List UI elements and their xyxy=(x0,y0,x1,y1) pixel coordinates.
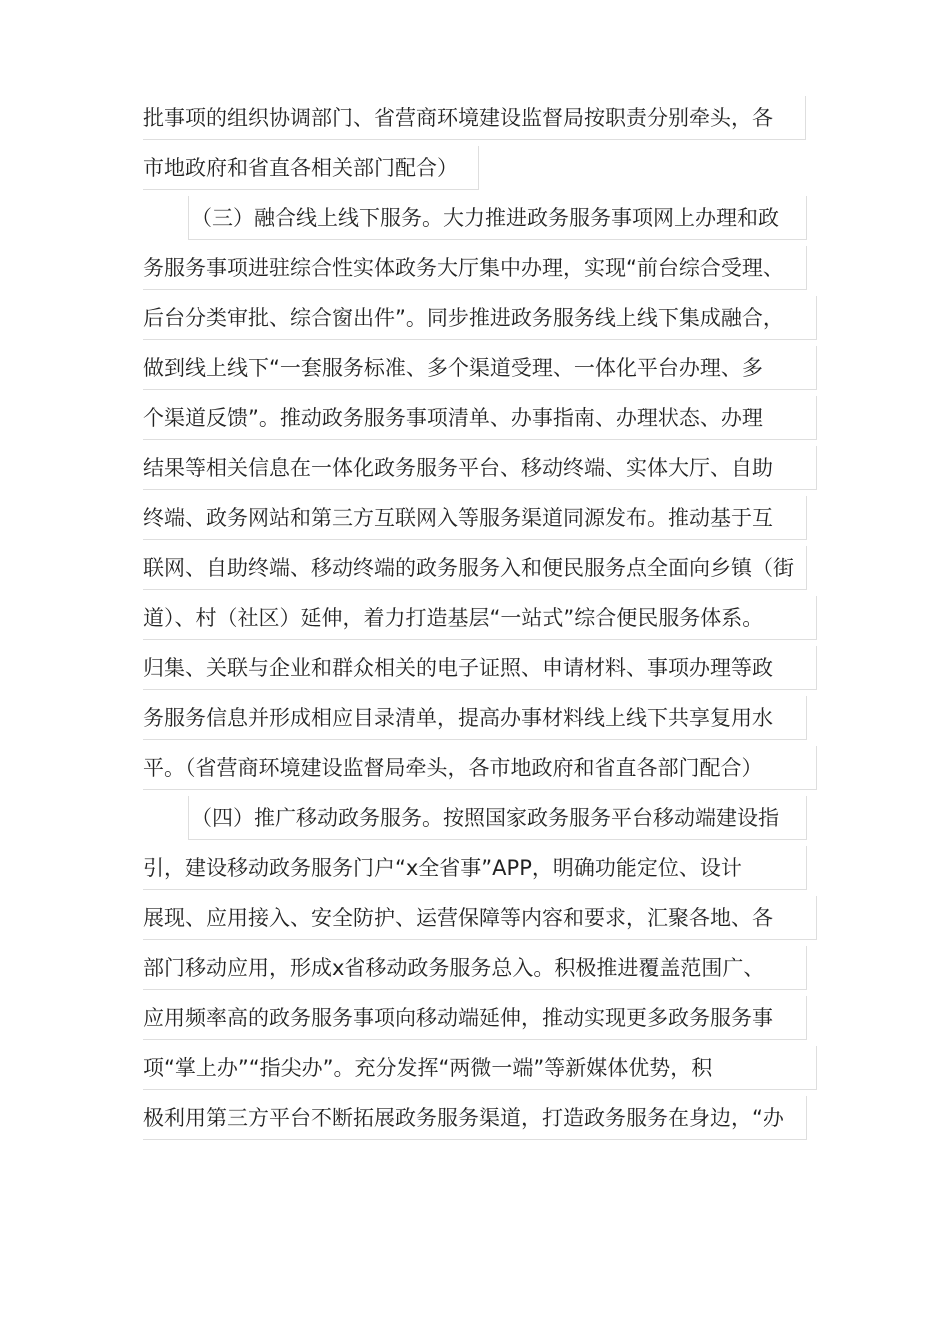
text-line: 道）、村（社区）延伸，着力打造基层“一站式”综合便民服务体系。 xyxy=(143,596,817,640)
paragraph-heading-line: （四）推广移动政务服务。按照国家政务服务平台移动端建设指 xyxy=(188,796,807,840)
text-line: 归集、关联与企业和群众相关的电子证照、申请材料、事项办理等政 xyxy=(143,646,817,690)
text-line: 极利用第三方平台不断拓展政务服务渠道，打造政务服务在身边，“办 xyxy=(143,1096,807,1140)
text-line: 引，建设移动政务服务门户“x全省事”APP，明确功能定位、设计 xyxy=(143,846,807,890)
text-line: 联网、自助终端、移动终端的政务服务入和便民服务点全面向乡镇（街 xyxy=(143,546,807,590)
text-line: 应用频率高的政务服务事项向移动端延伸，推动实现更多政务服务事 xyxy=(143,996,807,1040)
text-line: 后台分类审批、综合窗出件”。同步推进政务服务线上线下集成融合， xyxy=(143,296,817,340)
text-line: 务服务信息并形成相应目录清单，提高办事材料线上线下共享复用水 xyxy=(143,696,807,740)
text-line: 项“掌上办”“指尖办”。充分发挥“两微一端”等新媒体优势，积 xyxy=(143,1046,817,1090)
text-line: 务服务事项进驻综合性实体政务大厅集中办理，实现“前台综合受理、 xyxy=(143,246,807,290)
text-line: 市地政府和省直各相关部门配合） xyxy=(143,146,479,190)
text-line: 做到线上线下“一套服务标准、多个渠道受理、一体化平台办理、多 xyxy=(143,346,817,390)
text-line: 批事项的组织协调部门、省营商环境建设监督局按职责分别牵头，各 xyxy=(143,96,806,140)
text-line: 展现、应用接入、安全防护、运营保障等内容和要求，汇聚各地、各 xyxy=(143,896,817,940)
text-line: 部门移动应用，形成x省移动政务服务总入。积极推进覆盖范围广、 xyxy=(143,946,807,990)
text-line: 终端、政务网站和第三方互联网入等服务渠道同源发布。推动基于互 xyxy=(143,496,807,540)
text-line: 结果等相关信息在一体化政务服务平台、移动终端、实体大厅、自助 xyxy=(143,446,817,490)
paragraph-heading-line: （三）融合线上线下服务。大力推进政务服务事项网上办理和政 xyxy=(188,196,807,240)
text-line: 个渠道反馈”。推动政务服务事项清单、办事指南、办理状态、办理 xyxy=(143,396,817,440)
text-line: 平。（省营商环境建设监督局牵头，各市地政府和省直各部门配合） xyxy=(143,746,817,790)
